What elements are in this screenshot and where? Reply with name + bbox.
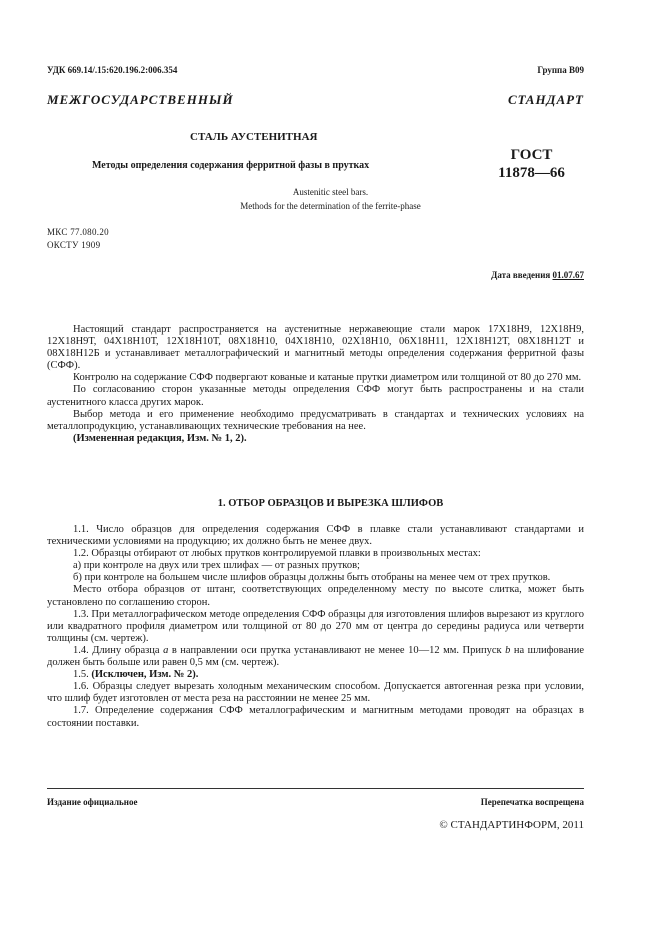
- intro-text: [47, 324, 584, 445]
- clause-1-6: 1.6. Образцы следует вырезать холодным механическим способом. Допускается автогенная резка при условии, что шлиф будет изготовлен от места реза на расстоянии не менее 25 мм.: [47, 681, 584, 705]
- intro-paragraph-2: Контролю на содержание СФФ подвергают кованые и катаные прутки диаметром или толщиной от 80 до 270 мм.: [73, 372, 582, 384]
- classification-codes: [47, 226, 109, 252]
- english-title: [0, 185, 661, 213]
- intro-paragraph-1: Настоящий стандарт распространяется на аустенитные нержавеющие стали марок 17Х18Н9, 12Х18Н9, 12Х18Н9Т, 04Х18Н10Т, 12Х18Н10Т, 08Х18Н10, 04Х18Н10, 02Х18Н10, 06Х18Н11, 12Х18Н12Т, 08Х18Н12Т и 08Х18Н12Б и устанавливает металлографический и магнитный методы определения содержания ферритной фазы (СФФ).: [47, 324, 584, 372]
- clause-1-2: 1.2. Образцы отбирают от любых прутков контролируемой плавки в произвольных местах:: [73, 548, 481, 560]
- clause-1-4-part-1: 1.4. Длину образца: [73, 644, 164, 656]
- footer-rule: [47, 788, 584, 789]
- copyright-notice: © СТАНДАРТИНФОРМ, 2011: [439, 819, 584, 831]
- gost-designation: [489, 146, 574, 182]
- intro-paragraph-4: Выбор метода и его применение необходимо предусматривать в стандартах и технических условиях на металлопродукцию, устанавливающих технические требования на нее.: [47, 408, 584, 432]
- clause-1-3: 1.3. При металлографическом методе определения СФФ образцы для изготовления шлифов вырезают из круглого или квадратного профиля диаметром или толщиной от 80 до 270 мм от центра до середины радиуса или четверти толщины (см. чертеж).: [47, 608, 584, 644]
- clause-1-4-part-2: в направлении оси прутка устанавливают не менее 10—12 мм. Припуск: [168, 644, 506, 656]
- mks-code: МКС 77.080.20: [47, 227, 109, 237]
- clause-1-2-note: Место отбора образцов от штанг, соответствующих определенному месту по высоте слитка, может быть установлено по соглашению сторон.: [47, 584, 584, 608]
- clause-1-2-a: а) при контроле на двух или трех шлифах — от разных прутков;: [73, 560, 360, 572]
- clause-1-4-part-3: на шлифование должен быть больше или равен 0,5 мм (см. чертеж).: [47, 644, 585, 669]
- section-1-heading: 1. ОТБОР ОБРАЗЦОВ И ВЫРЕЗКА ШЛИФОВ: [217, 498, 444, 509]
- clause-1-5: [47, 669, 584, 681]
- clause-1-1: 1.1. Число образцов для определения содержания СФФ в плавке стали устанавливают стандартами и техническими условиями на продукцию; их должно быть не менее двух.: [47, 524, 584, 548]
- standard-type-heading: МЕЖГОСУДАРСТВЕННЫЙ СТАНДАРТ: [47, 92, 584, 107]
- date-label: Дата введения: [491, 270, 551, 280]
- introduction-date: [438, 270, 584, 280]
- intro-paragraph-3: По согласованию сторон указанные методы определения СФФ могут быть распространены и на стали аустенитного класса других марок.: [47, 384, 584, 408]
- gost-number: 11878—66: [498, 165, 565, 181]
- clause-1-4: [47, 645, 584, 669]
- clause-1-7: 1.7. Определение содержания СФФ металлографическим и магнитным методами проводят на образцах в состоянии поставки.: [47, 705, 584, 729]
- gost-label: ГОСТ: [510, 147, 553, 163]
- variable-a: а: [163, 644, 169, 656]
- variable-b: b: [505, 644, 511, 656]
- document-title: СТАЛЬ АУСТЕНИТНАЯ: [190, 131, 318, 143]
- intro-amendment-note: (Измененная редакция, Изм. № 1, 2).: [73, 432, 247, 444]
- section-1-text: [47, 524, 584, 730]
- official-edition-label: Издание официальное: [47, 797, 138, 807]
- english-title-line-1: Austenitic steel bars.: [292, 187, 369, 197]
- clause-1-2-b: б) при контроле на большем числе шлифов образцы должны быть отобраны на менее чем от трех прутков.: [73, 572, 551, 584]
- document-subtitle: Методы определения содержания ферритной фазы в прутках: [92, 160, 370, 171]
- okstu-code: ОКСТУ 1909: [47, 240, 101, 250]
- date-value: 01.07.67: [552, 270, 584, 280]
- clause-1-5-text: (Исключен, Изм. № 2).: [91, 669, 199, 681]
- english-title-line-2: Methods for the determination of the ferrite-phase: [240, 201, 421, 211]
- udk-code: УДК 669.14/.15:620.196.2:006.354: [47, 65, 178, 75]
- clause-1-5-number: 1.5.: [73, 669, 89, 681]
- group-code: Группа В09: [537, 65, 584, 75]
- reprint-prohibited-label: Перепечатка воспрещена: [480, 797, 584, 807]
